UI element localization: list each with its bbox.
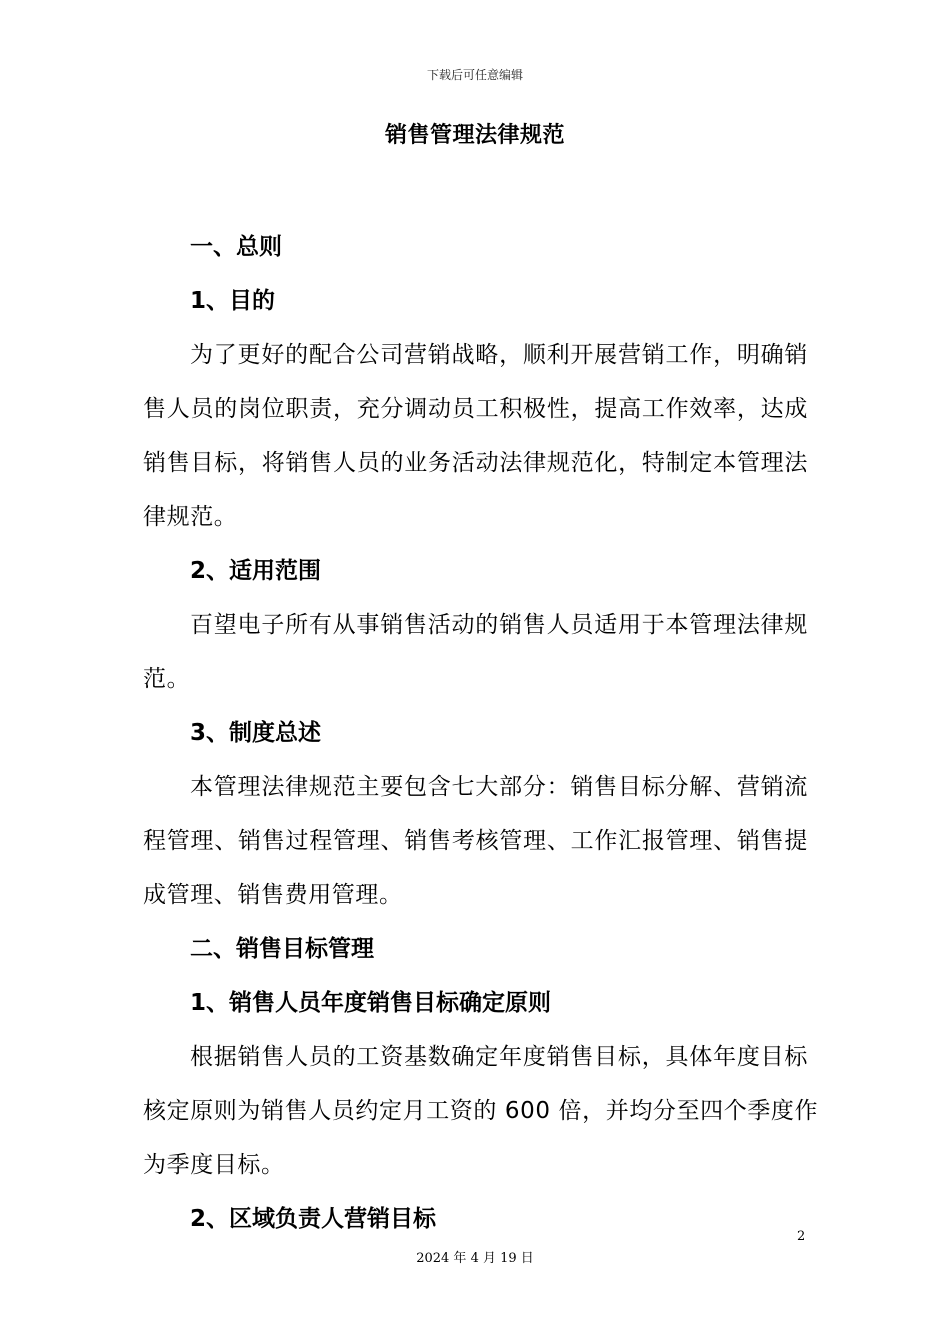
paragraph-line: 本管理法律规范主要包含七大部分：销售目标分解、营销流 bbox=[190, 774, 808, 800]
paragraph-line: 核定原则为销售人员约定月工资的 600 倍，并均分至四个季度作 bbox=[143, 1098, 819, 1124]
paragraph-line: 为季度目标。 bbox=[143, 1152, 285, 1178]
section-heading-sales-target: 二、销售目标管理 bbox=[190, 936, 374, 962]
paragraph-line: 范。 bbox=[143, 666, 191, 692]
footer-date: 2024 年 4 月 19 日 bbox=[416, 1251, 534, 1266]
header-note: 下载后可任意编辑 bbox=[426, 68, 523, 82]
paragraph-line: 程管理、销售过程管理、销售考核管理、工作汇报管理、销售提 bbox=[143, 828, 808, 854]
paragraph-line: 成管理、销售费用管理。 bbox=[143, 882, 403, 908]
subsection-heading-annual-target: 1、销售人员年度销售目标确定原则 bbox=[190, 990, 552, 1016]
subsection-heading-regional-target: 2、区域负责人营销目标 bbox=[190, 1206, 437, 1232]
subsection-heading-scope: 2、适用范围 bbox=[190, 558, 322, 584]
document-body bbox=[143, 220, 819, 1246]
section-heading-general: 一、总则 bbox=[190, 234, 282, 260]
paragraph-line: 为了更好的配合公司营销战略，顺利开展营销工作，明确销 bbox=[190, 342, 808, 368]
paragraph-line: 律规范。 bbox=[143, 504, 238, 530]
paragraph-line: 百望电子所有从事销售活动的销售人员适用于本管理法律规 bbox=[190, 612, 808, 638]
document-title: 销售管理法律规范 bbox=[384, 123, 565, 148]
subsection-heading-overview: 3、制度总述 bbox=[190, 720, 322, 746]
paragraph-line: 销售目标，将销售人员的业务活动法律规范化，特制定本管理法 bbox=[143, 450, 808, 476]
subsection-heading-purpose: 1、目的 bbox=[190, 288, 276, 314]
paragraph-line: 售人员的岗位职责，充分调动员工积极性，提高工作效率，达成 bbox=[143, 396, 808, 422]
paragraph-line: 根据销售人员的工资基数确定年度销售目标，具体年度目标 bbox=[190, 1044, 808, 1070]
page-number: 2 bbox=[797, 1229, 806, 1244]
